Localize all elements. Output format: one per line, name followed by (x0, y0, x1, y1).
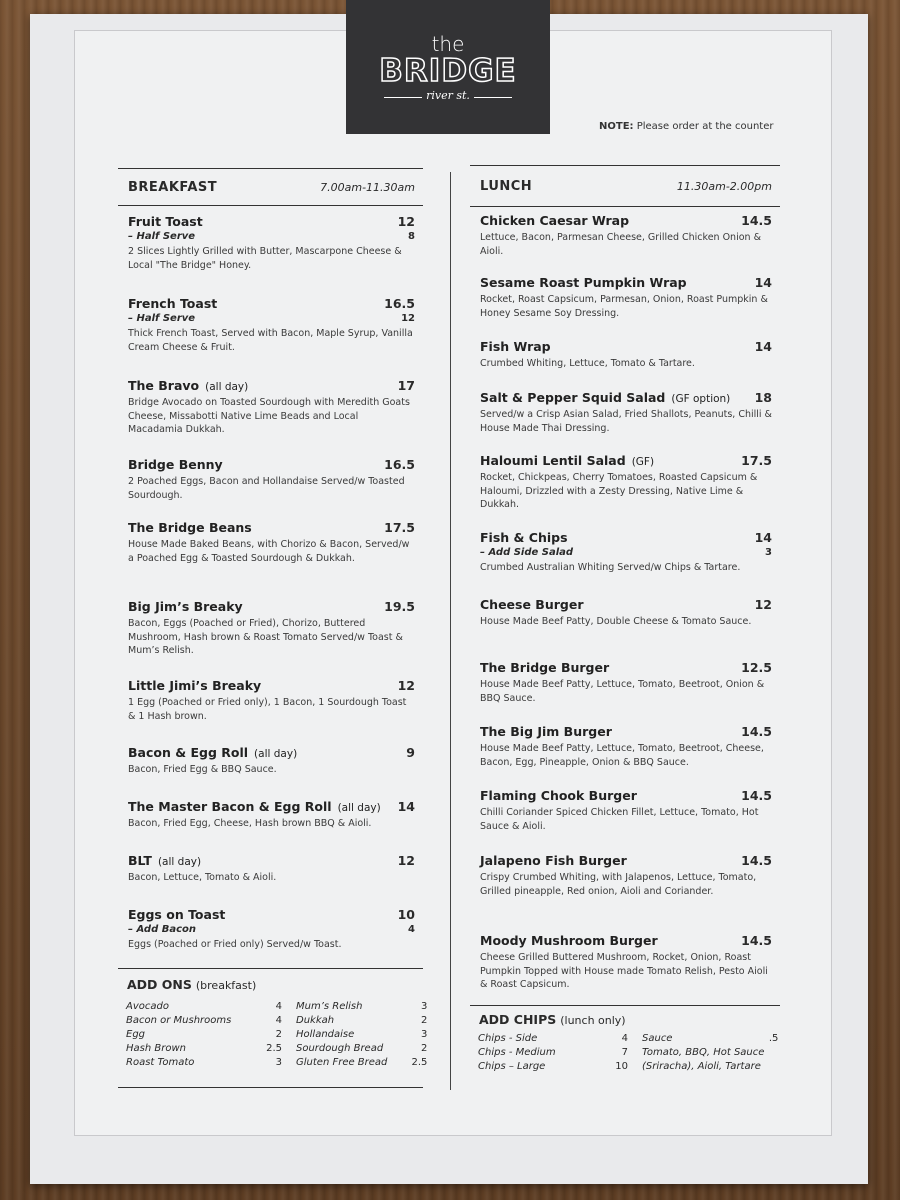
item-price: 14 (397, 799, 415, 814)
addchips-title-text: ADD CHIPS (479, 1012, 557, 1027)
addons-title (127, 977, 423, 992)
item-price: 18 (754, 390, 772, 405)
chips-price: 4 (621, 1033, 628, 1044)
menu-item-bridge-benny (128, 457, 415, 502)
menu-item-big-jims-breaky (128, 599, 415, 658)
addon-price: 2 (421, 1043, 428, 1054)
sauce-name: Sauce (642, 1033, 673, 1044)
menu-item-haloumi-lentil-salad (480, 453, 772, 512)
menu-item-little-jimis-breaky (128, 678, 415, 723)
item-name: Fish & Chips (480, 530, 568, 545)
lunch-addchips (470, 1005, 780, 1090)
note-label: NOTE: (599, 121, 634, 132)
item-price: 14 (754, 275, 772, 290)
logo-name: BRIDGE (379, 53, 517, 89)
item-name: The Bridge Beans (128, 520, 252, 535)
item-description: Cheese Grilled Buttered Mushroom, Rocket, Onion, Roast Pumpkin Topped with House made Tomato Relish, Pesto Aioli & Roast Capsicum. (480, 952, 768, 990)
menu-item-bridge-beans (128, 520, 415, 565)
item-name: Bridge Benny (128, 457, 223, 472)
chips-name: Chips – Large (478, 1061, 546, 1072)
addon-name: Hash Brown (126, 1043, 186, 1054)
addon-price: 2.5 (411, 1057, 428, 1068)
item-name: Jalapeno Fish Burger (480, 853, 627, 868)
lunch-section (470, 165, 780, 1095)
addon-name: Bacon or Mushrooms (126, 1015, 232, 1026)
item-price: 14.5 (741, 933, 772, 948)
addon-price: 2 (275, 1029, 282, 1040)
addon-name: Hollandaise (296, 1029, 355, 1040)
item-tag: (all day) (157, 856, 202, 868)
item-price: 16.5 (384, 457, 415, 472)
item-description: Thick French Toast, Served with Bacon, Maple Syrup, Vanilla Cream Cheese & Fruit. (128, 328, 413, 353)
item-name (480, 453, 654, 468)
menu-item-fish-wrap (480, 339, 772, 371)
item-option-price: 12 (401, 313, 415, 324)
addon-price: 3 (421, 1001, 428, 1012)
item-price: 9 (406, 745, 415, 760)
item-description: Chilli Coriander Spiced Chicken Fillet, Lettuce, Tomato, Hot Sauce & Aioli. (480, 807, 759, 832)
menu-item-flaming-chook-burger (480, 788, 772, 833)
item-price: 17.5 (384, 520, 415, 535)
item-description: House Made Beef Patty, Lettuce, Tomato, Beetroot, Cheese, Bacon, Egg, Pineapple, Onion & BBQ Sauce. (480, 743, 764, 768)
menu-item-blt (128, 853, 415, 885)
menu-item-sesame-roast-pumpkin-wrap (480, 275, 772, 320)
item-name (480, 390, 730, 405)
lunch-hours: 11.30am-2.00pm (676, 179, 772, 193)
addon-name: Avocado (126, 1001, 169, 1012)
item-description: Bacon, Fried Egg & BBQ Sauce. (128, 764, 277, 775)
item-description: 2 Poached Eggs, Bacon and Hollandaise Served/w Toasted Sourdough. (128, 476, 405, 501)
lunch-title: LUNCH (480, 178, 533, 194)
addon-name: Dukkah (296, 1015, 335, 1026)
menu-item-eggs-on-toast (128, 907, 415, 952)
menu-item-fish-and-chips (480, 530, 772, 575)
item-name: Moody Mushroom Burger (480, 933, 658, 948)
item-description: House Made Baked Beans, with Chorizo & Bacon, Served/w a Poached Egg & Toasted Sourdough & Dukkah. (128, 539, 410, 564)
item-tag: (GF) (631, 456, 655, 468)
item-price: 19.5 (384, 599, 415, 614)
item-name: Cheese Burger (480, 597, 584, 612)
item-name: Flaming Chook Burger (480, 788, 637, 803)
sauce-list: (Sriracha), Aioli, Tartare (642, 1061, 761, 1072)
addon-name: Sourdough Bread (296, 1043, 384, 1054)
item-name: Fish Wrap (480, 339, 551, 354)
item-description: House Made Beef Patty, Double Cheese & Tomato Sauce. (480, 616, 752, 627)
item-name: The Big Jim Burger (480, 724, 612, 739)
menu-item-the-bravo (128, 378, 415, 437)
item-option-price: 3 (765, 547, 772, 558)
item-description: Rocket, Chickpeas, Cherry Tomatoes, Roasted Capsicum & Haloumi, Drizzled with a Zesty Dressing, Native Lime & Dukkah. (480, 472, 758, 510)
column-divider (450, 172, 451, 1090)
item-name-text: Bacon & Egg Roll (128, 745, 249, 760)
item-description: House Made Beef Patty, Lettuce, Tomato, Beetroot, Onion & BBQ Sauce. (480, 679, 765, 704)
addchips-title (479, 1012, 780, 1027)
item-name (128, 745, 297, 760)
item-price: 14.5 (741, 788, 772, 803)
breakfast-section (118, 168, 428, 1098)
sauce-list: Tomato, BBQ, Hot Sauce (642, 1047, 765, 1058)
item-price: 12 (397, 678, 415, 693)
item-name (128, 378, 248, 393)
menu-item-french-toast (128, 296, 415, 354)
item-description: Rocket, Roast Capsicum, Parmesan, Onion, Roast Pumpkin & Honey Sesame Soy Dressing. (480, 294, 768, 319)
sauce-price (764, 1047, 778, 1058)
logo-the: the (431, 32, 465, 56)
menu-item-bacon-egg-roll (128, 745, 415, 777)
addon-name: Mum’s Relish (296, 1001, 363, 1012)
menu-item-fruit-toast (128, 214, 415, 272)
item-description: 1 Egg (Poached or Fried only), 1 Bacon, 1 Sourdough Toast & 1 Hash brown. (128, 697, 407, 722)
item-name-text: Haloumi Lentil Salad (480, 453, 626, 468)
item-price: 14 (754, 530, 772, 545)
breakfast-title: BREAKFAST (128, 179, 218, 195)
item-option: – Add Side Salad (480, 547, 574, 558)
item-price: 14 (754, 339, 772, 354)
item-name: Eggs on Toast (128, 907, 226, 922)
item-tag: (all day) (205, 381, 249, 393)
breakfast-header (118, 168, 423, 206)
item-name: Big Jim’s Breaky (128, 599, 243, 614)
item-price: 16.5 (384, 296, 415, 311)
menu-item-moody-mushroom-burger (480, 933, 772, 992)
item-price: 14.5 (741, 724, 772, 739)
item-name (128, 799, 381, 814)
item-price: 12 (397, 853, 415, 868)
menu-item-chicken-caesar-wrap (480, 213, 772, 258)
sauce-price (764, 1061, 778, 1072)
bridge-logo (346, 0, 550, 134)
chips-name: Chips - Medium (478, 1047, 556, 1058)
item-name-text: BLT (128, 853, 152, 868)
addons-list (126, 1001, 428, 1068)
menu-item-big-jim-burger (480, 724, 772, 769)
menu-item-master-bacon-egg-roll (128, 799, 415, 831)
menu-item-bridge-burger (480, 660, 772, 705)
item-option: – Add Bacon (128, 924, 196, 935)
addchips-list (478, 1033, 779, 1072)
item-description: Lettuce, Bacon, Parmesan Cheese, Grilled Chicken Onion & Aioli. (480, 232, 761, 257)
item-name-text: Salt & Pepper Squid Salad (480, 390, 666, 405)
breakfast-hours: 7.00am-11.30am (320, 180, 415, 194)
item-name (128, 853, 201, 868)
item-price: 10 (397, 907, 415, 922)
order-note (599, 121, 774, 132)
addon-price: 3 (275, 1057, 282, 1068)
item-option-price: 4 (408, 924, 415, 935)
chips-price: 7 (621, 1047, 628, 1058)
item-option-price: 8 (408, 231, 415, 242)
item-price: 12.5 (741, 660, 772, 675)
item-price: 14.5 (741, 213, 772, 228)
logo-subtitle: river st. (346, 89, 550, 102)
item-description: Served/w a Crisp Asian Salad, Fried Shallots, Peanuts, Chilli & House Made Thai Dressing. (480, 409, 772, 434)
item-name: French Toast (128, 296, 218, 311)
item-price: 14.5 (741, 853, 772, 868)
item-option: – Half Serve (128, 231, 196, 242)
breakfast-addons (118, 968, 428, 1088)
item-name-text: The Master Bacon & Egg Roll (128, 799, 332, 814)
item-price: 12 (754, 597, 772, 612)
addon-price: 3 (421, 1029, 428, 1040)
addon-price: 2.5 (266, 1043, 282, 1054)
item-tag: (all day) (254, 748, 298, 760)
item-price: 12 (397, 214, 415, 229)
addon-price: 4 (275, 1001, 282, 1012)
addon-name: Egg (126, 1029, 146, 1040)
item-option: – Half Serve (128, 313, 196, 324)
item-description: Eggs (Poached or Fried only) Served/w Toast. (128, 939, 342, 950)
item-name-text: The Bravo (128, 378, 200, 393)
menu-item-salt-pepper-squid-salad (480, 390, 772, 435)
item-name: The Bridge Burger (480, 660, 610, 675)
item-tag: (all day) (337, 802, 381, 814)
menu-item-cheese-burger (480, 597, 772, 629)
lunch-header (470, 165, 780, 207)
addon-price: 4 (275, 1015, 282, 1026)
item-description: Bridge Avocado on Toasted Sourdough with Meredith Goats Cheese, Missabotti Native Lime Beads and Local Macadamia Dukkah. (128, 397, 410, 435)
item-price: 17 (397, 378, 415, 393)
item-description: Crumbed Whiting, Lettuce, Tomato & Tartare. (480, 358, 695, 369)
item-name: Sesame Roast Pumpkin Wrap (480, 275, 687, 290)
addons-tag: (breakfast) (195, 979, 257, 992)
addon-name: Roast Tomato (126, 1057, 195, 1068)
item-name: Little Jimi’s Breaky (128, 678, 262, 693)
item-price: 17.5 (741, 453, 772, 468)
addons-title-text: ADD ONS (127, 977, 192, 992)
addon-name: Gluten Free Bread (296, 1057, 388, 1068)
addchips-tag: (lunch only) (560, 1014, 626, 1027)
item-description: Bacon, Fried Egg, Cheese, Hash brown BBQ & Aioli. (128, 818, 372, 829)
item-tag: (GF option) (671, 393, 731, 405)
addon-price: 2 (421, 1015, 428, 1026)
chips-name: Chips - Side (478, 1033, 538, 1044)
item-description: Bacon, Lettuce, Tomato & Aioli. (128, 872, 277, 883)
item-name: Fruit Toast (128, 214, 203, 229)
item-description: Crumbed Australian Whiting Served/w Chips & Tartare. (480, 562, 741, 573)
sauce-price: .5 (768, 1033, 779, 1044)
item-name: Chicken Caesar Wrap (480, 213, 630, 228)
item-description: 2 Slices Lightly Grilled with Butter, Mascarpone Cheese & Local "The Bridge" Honey. (128, 246, 402, 271)
menu-item-jalapeno-fish-burger (480, 853, 772, 898)
chips-price: 10 (615, 1061, 628, 1072)
item-description: Crispy Crumbed Whiting, with Jalapenos, Lettuce, Tomato, Grilled pineapple, Red onion, Aioli and Coriander. (480, 872, 757, 897)
item-description: Bacon, Eggs (Poached or Fried), Chorizo, Buttered Mushroom, Hash brown & Roast Tomato Served/w Toast & Mum’s Relish. (128, 618, 403, 656)
note-text: Please order at the counter (636, 121, 774, 132)
